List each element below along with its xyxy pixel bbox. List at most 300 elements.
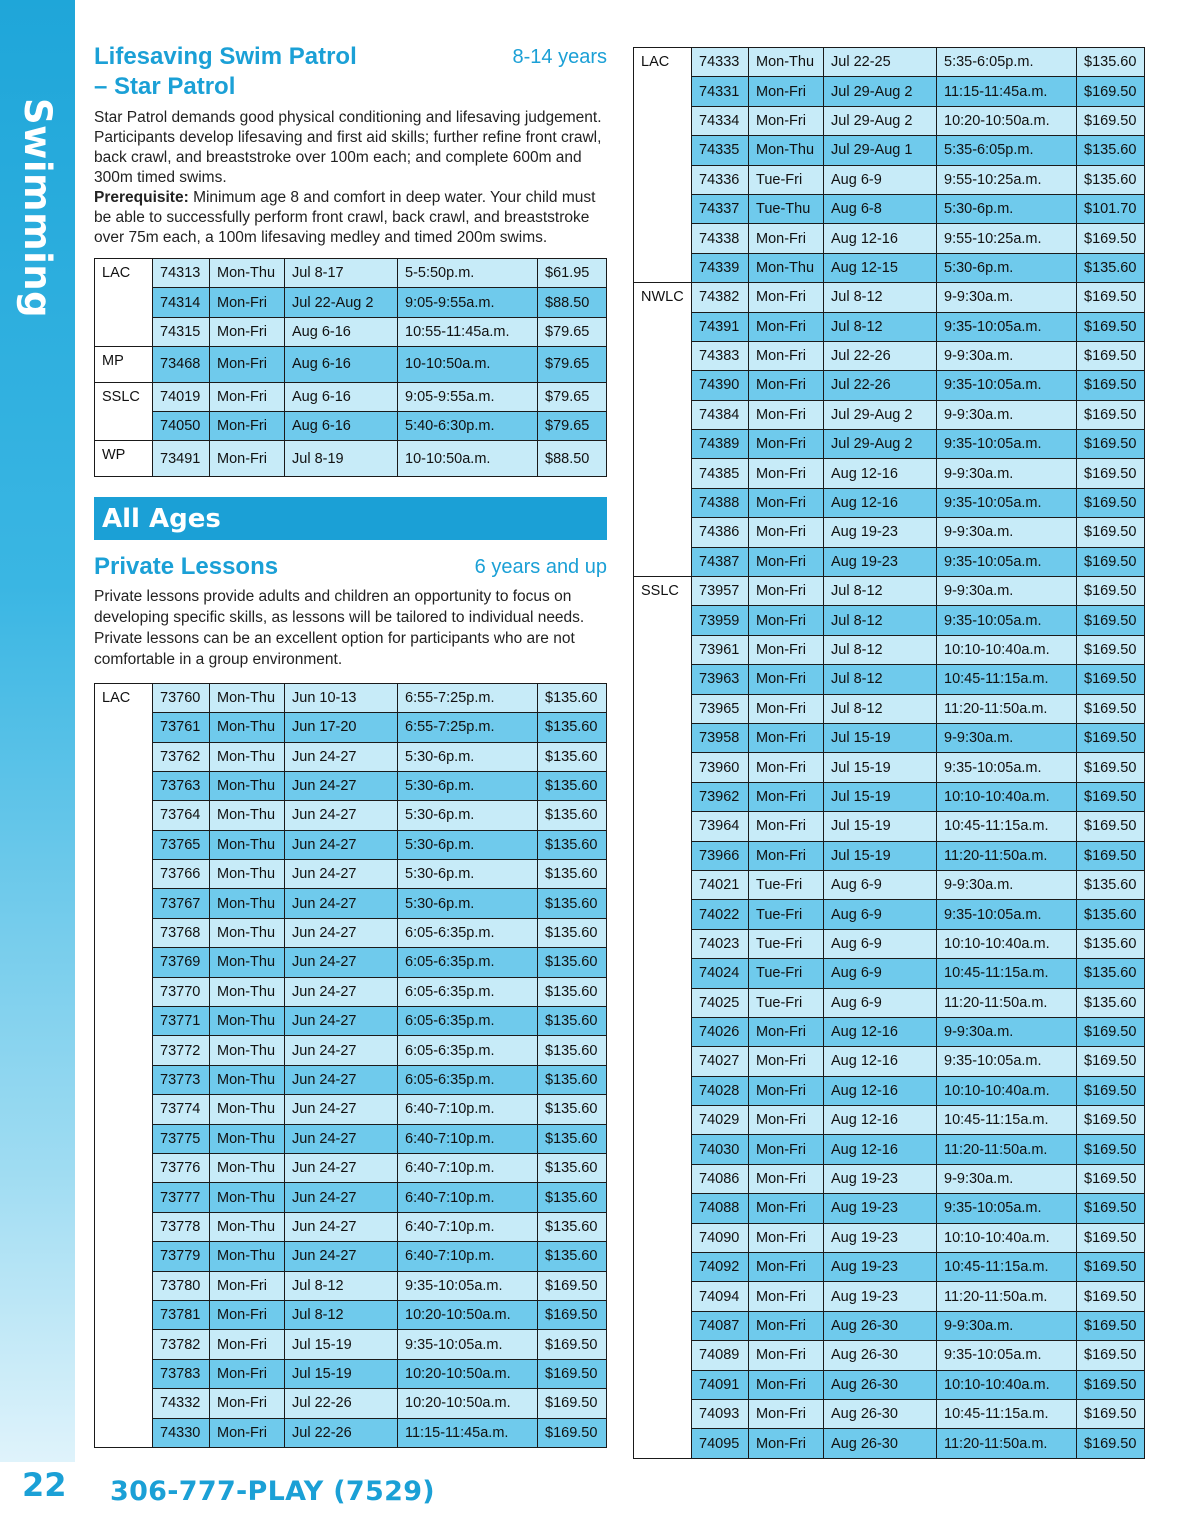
table-row bbox=[634, 1370, 1145, 1399]
course-code-cell: 73777 bbox=[153, 1183, 210, 1212]
course-code-cell: 74314 bbox=[153, 288, 210, 317]
prerequisite-label: Prerequisite: bbox=[94, 189, 189, 206]
location-cell: MP bbox=[95, 347, 153, 382]
table-row bbox=[634, 959, 1145, 988]
table-row bbox=[634, 1253, 1145, 1282]
table-row bbox=[95, 259, 607, 288]
dates-cell: Aug 12-16 bbox=[824, 1017, 937, 1046]
dates-cell: Jun 24-27 bbox=[285, 1183, 398, 1212]
course-code-cell: 74025 bbox=[692, 988, 749, 1017]
course-code-cell: 74330 bbox=[153, 1418, 210, 1447]
fee-cell: $169.50 bbox=[538, 1300, 607, 1329]
dates-cell: Aug 26-30 bbox=[824, 1399, 937, 1428]
fee-cell: $169.50 bbox=[1077, 224, 1145, 253]
table-row bbox=[634, 1164, 1145, 1193]
days-cell: Mon-Thu bbox=[210, 1065, 285, 1094]
days-cell: Mon-Fri bbox=[749, 341, 824, 370]
days-cell: Mon-Fri bbox=[210, 1359, 285, 1388]
course-code-cell: 73958 bbox=[692, 723, 749, 752]
course-code-cell: 74030 bbox=[692, 1135, 749, 1164]
dates-cell: Jul 29-Aug 2 bbox=[824, 77, 937, 106]
location-cell: WP bbox=[95, 441, 153, 476]
fee-cell: $169.50 bbox=[1077, 1017, 1145, 1046]
days-cell: Mon-Thu bbox=[210, 1007, 285, 1036]
location-cell: SSLC bbox=[634, 577, 692, 1459]
fee-cell: $135.60 bbox=[538, 1124, 607, 1153]
course-code-cell: 74027 bbox=[692, 1047, 749, 1076]
course-code-cell: 74385 bbox=[692, 459, 749, 488]
course-code-cell: 73966 bbox=[692, 841, 749, 870]
table-row bbox=[95, 1153, 607, 1182]
table-row bbox=[95, 860, 607, 889]
time-cell: 6:05-6:35p.m. bbox=[398, 1036, 538, 1065]
table-row bbox=[634, 988, 1145, 1017]
fee-cell: $169.50 bbox=[1077, 547, 1145, 576]
dates-cell: Jul 8-17 bbox=[285, 259, 398, 288]
fee-cell: $169.50 bbox=[1077, 812, 1145, 841]
days-cell: Mon-Thu bbox=[210, 1095, 285, 1124]
fee-cell: $135.60 bbox=[1077, 900, 1145, 929]
days-cell: Mon-Fri bbox=[749, 488, 824, 517]
time-cell: 5:30-6p.m. bbox=[398, 801, 538, 830]
time-cell: 10:55-11:45a.m. bbox=[398, 317, 538, 346]
fee-cell: $169.50 bbox=[1077, 1429, 1145, 1458]
time-cell: 5:30-6p.m. bbox=[398, 771, 538, 800]
time-cell: 11:20-11:50a.m. bbox=[937, 988, 1077, 1017]
days-cell: Mon-Fri bbox=[749, 812, 824, 841]
time-cell: 10:45-11:15a.m. bbox=[937, 665, 1077, 694]
section-side-title: Swimming bbox=[16, 98, 59, 319]
course-code-cell: 73468 bbox=[153, 347, 210, 382]
table-row bbox=[634, 371, 1145, 400]
fee-cell: $169.50 bbox=[1077, 841, 1145, 870]
table-row bbox=[634, 400, 1145, 429]
fee-cell: $135.60 bbox=[538, 860, 607, 889]
fee-cell: $135.60 bbox=[1077, 988, 1145, 1017]
dates-cell: Jul 29-Aug 1 bbox=[824, 136, 937, 165]
time-cell: 5:30-6p.m. bbox=[398, 889, 538, 918]
fee-cell: $135.60 bbox=[538, 918, 607, 947]
all-ages-banner: All Ages bbox=[94, 497, 607, 540]
table-row bbox=[634, 1076, 1145, 1105]
days-cell: Mon-Thu bbox=[210, 860, 285, 889]
time-cell: 5:40-6:30p.m. bbox=[398, 411, 538, 440]
course-code-cell: 73763 bbox=[153, 771, 210, 800]
dates-cell: Jul 8-12 bbox=[824, 635, 937, 664]
fee-cell: $79.65 bbox=[538, 347, 607, 382]
days-cell: Mon-Fri bbox=[749, 606, 824, 635]
dates-cell: Aug 19-23 bbox=[824, 1253, 937, 1282]
time-cell: 6:40-7:10p.m. bbox=[398, 1242, 538, 1271]
fee-cell: $135.60 bbox=[538, 889, 607, 918]
course-code-cell: 73783 bbox=[153, 1359, 210, 1388]
fee-cell: $169.50 bbox=[538, 1271, 607, 1300]
days-cell: Mon-Thu bbox=[210, 918, 285, 947]
course-code-cell: 73962 bbox=[692, 782, 749, 811]
days-cell: Tue-Fri bbox=[749, 900, 824, 929]
fee-cell: $169.50 bbox=[1077, 106, 1145, 135]
time-cell: 6:05-6:35p.m. bbox=[398, 918, 538, 947]
course-code-cell: 73760 bbox=[153, 683, 210, 712]
time-cell: 9-9:30a.m. bbox=[937, 518, 1077, 547]
private-lessons-continued-table bbox=[633, 47, 1145, 1459]
course-code-cell: 74050 bbox=[153, 411, 210, 440]
table-row bbox=[95, 1389, 607, 1418]
course-code-cell: 74339 bbox=[692, 253, 749, 282]
table-row bbox=[634, 812, 1145, 841]
time-cell: 10:10-10:40a.m. bbox=[937, 929, 1077, 958]
dates-cell: Aug 6-9 bbox=[824, 988, 937, 1017]
days-cell: Mon-Fri bbox=[749, 1429, 824, 1458]
days-cell: Mon-Fri bbox=[749, 1106, 824, 1135]
table-row bbox=[634, 1106, 1145, 1135]
private-lessons-header bbox=[94, 552, 607, 582]
days-cell: Mon-Fri bbox=[749, 283, 824, 312]
time-cell: 11:20-11:50a.m. bbox=[937, 694, 1077, 723]
time-cell: 9:35-10:05a.m. bbox=[937, 312, 1077, 341]
fee-cell: $135.60 bbox=[1077, 253, 1145, 282]
fee-cell: $169.50 bbox=[1077, 1253, 1145, 1282]
table-row bbox=[634, 518, 1145, 547]
days-cell: Mon-Fri bbox=[749, 694, 824, 723]
fee-cell: $135.60 bbox=[538, 1183, 607, 1212]
days-cell: Mon-Fri bbox=[749, 1311, 824, 1340]
days-cell: Mon-Thu bbox=[210, 1153, 285, 1182]
days-cell: Tue-Fri bbox=[749, 929, 824, 958]
course-code-cell: 73776 bbox=[153, 1153, 210, 1182]
dates-cell: Jun 24-27 bbox=[285, 1065, 398, 1094]
star-patrol-schedule-table bbox=[94, 258, 607, 477]
time-cell: 10:10-10:40a.m. bbox=[937, 782, 1077, 811]
fee-cell: $169.50 bbox=[1077, 488, 1145, 517]
dates-cell: Jul 8-12 bbox=[824, 283, 937, 312]
time-cell: 9:55-10:25a.m. bbox=[937, 224, 1077, 253]
fee-cell: $169.50 bbox=[1077, 694, 1145, 723]
fee-cell: $79.65 bbox=[538, 317, 607, 346]
course-code-cell: 74391 bbox=[692, 312, 749, 341]
fee-cell: $135.60 bbox=[1077, 929, 1145, 958]
table-row bbox=[95, 1065, 607, 1094]
course-code-cell: 73961 bbox=[692, 635, 749, 664]
course-code-cell: 74088 bbox=[692, 1194, 749, 1223]
table-row bbox=[634, 635, 1145, 664]
time-cell: 11:15-11:45a.m. bbox=[398, 1418, 538, 1447]
time-cell: 10:10-10:40a.m. bbox=[937, 1223, 1077, 1252]
fee-cell: $135.60 bbox=[538, 713, 607, 742]
time-cell: 6:40-7:10p.m. bbox=[398, 1095, 538, 1124]
course-code-cell: 73781 bbox=[153, 1300, 210, 1329]
days-cell: Mon-Fri bbox=[749, 1076, 824, 1105]
days-cell: Mon-Fri bbox=[749, 224, 824, 253]
fee-cell: $169.50 bbox=[1077, 371, 1145, 400]
star-patrol-title-line1: Lifesaving Swim Patrol bbox=[94, 43, 357, 70]
table-row bbox=[634, 547, 1145, 576]
time-cell: 10:45-11:15a.m. bbox=[937, 812, 1077, 841]
time-cell: 11:20-11:50a.m. bbox=[937, 1429, 1077, 1458]
time-cell: 10:20-10:50a.m. bbox=[398, 1300, 538, 1329]
course-code-cell: 74089 bbox=[692, 1341, 749, 1370]
time-cell: 10-10:50a.m. bbox=[398, 441, 538, 476]
course-code-cell: 73775 bbox=[153, 1124, 210, 1153]
dates-cell: Jul 15-19 bbox=[824, 753, 937, 782]
days-cell: Mon-Fri bbox=[749, 723, 824, 752]
course-code-cell: 74335 bbox=[692, 136, 749, 165]
time-cell: 10:45-11:15a.m. bbox=[937, 1106, 1077, 1135]
table-row bbox=[95, 948, 607, 977]
table-row bbox=[634, 723, 1145, 752]
days-cell: Mon-Fri bbox=[749, 841, 824, 870]
course-code-cell: 74092 bbox=[692, 1253, 749, 1282]
time-cell: 6:55-7:25p.m. bbox=[398, 683, 538, 712]
time-cell: 10:45-11:15a.m. bbox=[937, 959, 1077, 988]
time-cell: 6:40-7:10p.m. bbox=[398, 1183, 538, 1212]
time-cell: 11:15-11:45a.m. bbox=[937, 77, 1077, 106]
days-cell: Mon-Fri bbox=[749, 371, 824, 400]
table-row bbox=[634, 870, 1145, 899]
course-code-cell: 74383 bbox=[692, 341, 749, 370]
dates-cell: Jun 24-27 bbox=[285, 860, 398, 889]
days-cell: Mon-Thu bbox=[210, 259, 285, 288]
fee-cell: $169.50 bbox=[1077, 665, 1145, 694]
time-cell: 11:20-11:50a.m. bbox=[937, 841, 1077, 870]
table-row bbox=[95, 801, 607, 830]
time-cell: 10:45-11:15a.m. bbox=[937, 1253, 1077, 1282]
dates-cell: Jul 8-12 bbox=[824, 694, 937, 723]
page-number: 22 bbox=[22, 1466, 67, 1504]
private-lessons-schedule-table bbox=[94, 683, 607, 1448]
time-cell: 6:40-7:10p.m. bbox=[398, 1212, 538, 1241]
dates-cell: Jun 17-20 bbox=[285, 713, 398, 742]
table-row bbox=[95, 977, 607, 1006]
time-cell: 6:05-6:35p.m. bbox=[398, 1065, 538, 1094]
course-code-cell: 74095 bbox=[692, 1429, 749, 1458]
dates-cell: Jun 24-27 bbox=[285, 948, 398, 977]
table-row bbox=[634, 1017, 1145, 1046]
fee-cell: $169.50 bbox=[1077, 77, 1145, 106]
fee-cell: $135.60 bbox=[538, 948, 607, 977]
days-cell: Mon-Fri bbox=[210, 411, 285, 440]
course-code-cell: 73960 bbox=[692, 753, 749, 782]
time-cell: 5:35-6:05p.m. bbox=[937, 48, 1077, 77]
days-cell: Mon-Fri bbox=[749, 1135, 824, 1164]
table-row bbox=[634, 48, 1145, 77]
days-cell: Mon-Fri bbox=[210, 1389, 285, 1418]
time-cell: 9:35-10:05a.m. bbox=[937, 606, 1077, 635]
dates-cell: Jul 29-Aug 2 bbox=[824, 430, 937, 459]
dates-cell: Jul 22-26 bbox=[285, 1418, 398, 1447]
days-cell: Mon-Thu bbox=[210, 742, 285, 771]
days-cell: Mon-Fri bbox=[749, 547, 824, 576]
table-row bbox=[95, 1242, 607, 1271]
fee-cell: $169.50 bbox=[1077, 1311, 1145, 1340]
fee-cell: $169.50 bbox=[1077, 459, 1145, 488]
dates-cell: Jul 22-26 bbox=[824, 341, 937, 370]
dates-cell: Jun 24-27 bbox=[285, 742, 398, 771]
days-cell: Mon-Thu bbox=[210, 713, 285, 742]
star-patrol-header bbox=[94, 42, 607, 102]
time-cell: 9:35-10:05a.m. bbox=[937, 900, 1077, 929]
dates-cell: Aug 6-16 bbox=[285, 317, 398, 346]
time-cell: 9:05-9:55a.m. bbox=[398, 288, 538, 317]
table-row bbox=[634, 224, 1145, 253]
days-cell: Mon-Fri bbox=[749, 518, 824, 547]
course-code-cell: 73766 bbox=[153, 860, 210, 889]
fee-cell: $135.60 bbox=[538, 1007, 607, 1036]
days-cell: Mon-Thu bbox=[210, 1242, 285, 1271]
fee-cell: $135.60 bbox=[538, 977, 607, 1006]
fee-cell: $169.50 bbox=[1077, 606, 1145, 635]
fee-cell: $135.60 bbox=[1077, 959, 1145, 988]
days-cell: Mon-Thu bbox=[749, 48, 824, 77]
fee-cell: $88.50 bbox=[538, 288, 607, 317]
table-row bbox=[634, 577, 1145, 606]
fee-cell: $135.60 bbox=[1077, 165, 1145, 194]
days-cell: Mon-Fri bbox=[749, 312, 824, 341]
days-cell: Tue-Fri bbox=[749, 165, 824, 194]
time-cell: 9-9:30a.m. bbox=[937, 723, 1077, 752]
dates-cell: Jun 24-27 bbox=[285, 830, 398, 859]
days-cell: Mon-Thu bbox=[210, 1036, 285, 1065]
fee-cell: $135.60 bbox=[538, 1065, 607, 1094]
time-cell: 9:35-10:05a.m. bbox=[937, 1194, 1077, 1223]
dates-cell: Aug 26-30 bbox=[824, 1370, 937, 1399]
fee-cell: $169.50 bbox=[538, 1389, 607, 1418]
table-row bbox=[634, 1194, 1145, 1223]
table-row bbox=[95, 742, 607, 771]
dates-cell: Jun 24-27 bbox=[285, 1242, 398, 1271]
dates-cell: Jul 8-12 bbox=[285, 1300, 398, 1329]
days-cell: Mon-Fri bbox=[749, 577, 824, 606]
table-row bbox=[634, 900, 1145, 929]
course-code-cell: 73767 bbox=[153, 889, 210, 918]
time-cell: 9-9:30a.m. bbox=[937, 341, 1077, 370]
days-cell: Tue-Fri bbox=[749, 959, 824, 988]
table-row bbox=[95, 441, 607, 476]
course-code-cell: 74313 bbox=[153, 259, 210, 288]
fee-cell: $169.50 bbox=[1077, 1106, 1145, 1135]
table-row bbox=[95, 1183, 607, 1212]
course-code-cell: 74029 bbox=[692, 1106, 749, 1135]
time-cell: 9:35-10:05a.m. bbox=[398, 1330, 538, 1359]
table-row bbox=[95, 1300, 607, 1329]
dates-cell: Jul 8-12 bbox=[824, 606, 937, 635]
location-cell: LAC bbox=[634, 48, 692, 283]
time-cell: 5:30-6p.m. bbox=[398, 860, 538, 889]
fee-cell: $135.60 bbox=[1077, 136, 1145, 165]
private-lessons-title: Private Lessons bbox=[94, 552, 279, 580]
location-cell: LAC bbox=[95, 683, 153, 1447]
fee-cell: $169.50 bbox=[1077, 753, 1145, 782]
time-cell: 9:35-10:05a.m. bbox=[937, 1341, 1077, 1370]
dates-cell: Jul 22-26 bbox=[285, 1389, 398, 1418]
fee-cell: $169.50 bbox=[1077, 400, 1145, 429]
dates-cell: Jul 15-19 bbox=[285, 1330, 398, 1359]
fee-cell: $169.50 bbox=[1077, 577, 1145, 606]
fee-cell: $135.60 bbox=[538, 683, 607, 712]
table-row bbox=[634, 1341, 1145, 1370]
table-row bbox=[634, 1429, 1145, 1458]
days-cell: Mon-Fri bbox=[749, 1017, 824, 1046]
table-row bbox=[634, 283, 1145, 312]
fee-cell: $169.50 bbox=[1077, 1164, 1145, 1193]
time-cell: 5:35-6:05p.m. bbox=[937, 136, 1077, 165]
course-code-cell: 74384 bbox=[692, 400, 749, 429]
table-row bbox=[95, 771, 607, 800]
dates-cell: Jul 8-12 bbox=[824, 312, 937, 341]
table-row bbox=[95, 1095, 607, 1124]
table-row bbox=[95, 1036, 607, 1065]
dates-cell: Jun 24-27 bbox=[285, 889, 398, 918]
course-code-cell: 73762 bbox=[153, 742, 210, 771]
time-cell: 5:30-6p.m. bbox=[398, 742, 538, 771]
private-lessons-age: 6 years and up bbox=[474, 555, 607, 578]
time-cell: 9-9:30a.m. bbox=[937, 577, 1077, 606]
fee-cell: $169.50 bbox=[538, 1418, 607, 1447]
time-cell: 9:35-10:05a.m. bbox=[937, 1047, 1077, 1076]
table-row bbox=[634, 1223, 1145, 1252]
fee-cell: $101.70 bbox=[1077, 194, 1145, 223]
table-row bbox=[634, 136, 1145, 165]
table-row bbox=[634, 312, 1145, 341]
table-row bbox=[95, 1271, 607, 1300]
table-row bbox=[634, 430, 1145, 459]
days-cell: Mon-Fri bbox=[210, 288, 285, 317]
fee-cell: $135.60 bbox=[538, 771, 607, 800]
dates-cell: Aug 6-16 bbox=[285, 411, 398, 440]
course-code-cell: 74336 bbox=[692, 165, 749, 194]
course-code-cell: 73765 bbox=[153, 830, 210, 859]
time-cell: 9-9:30a.m. bbox=[937, 400, 1077, 429]
phone-number: 306-777-PLAY (7529) bbox=[110, 1476, 435, 1507]
course-code-cell: 74028 bbox=[692, 1076, 749, 1105]
fee-cell: $169.50 bbox=[1077, 1341, 1145, 1370]
days-cell: Mon-Fri bbox=[749, 400, 824, 429]
dates-cell: Aug 6-16 bbox=[285, 382, 398, 411]
course-code-cell: 73768 bbox=[153, 918, 210, 947]
dates-cell: Aug 12-16 bbox=[824, 1106, 937, 1135]
time-cell: 6:05-6:35p.m. bbox=[398, 948, 538, 977]
days-cell: Mon-Fri bbox=[749, 1253, 824, 1282]
location-cell: SSLC bbox=[95, 382, 153, 441]
table-row bbox=[95, 1330, 607, 1359]
dates-cell: Aug 12-15 bbox=[824, 253, 937, 282]
table-row bbox=[634, 106, 1145, 135]
table-row bbox=[95, 889, 607, 918]
dates-cell: Aug 12-16 bbox=[824, 1076, 937, 1105]
course-code-cell: 74386 bbox=[692, 518, 749, 547]
dates-cell: Jul 29-Aug 2 bbox=[824, 106, 937, 135]
dates-cell: Jun 24-27 bbox=[285, 1007, 398, 1036]
table-row bbox=[95, 1359, 607, 1388]
course-code-cell: 74019 bbox=[153, 382, 210, 411]
star-patrol-prerequisite bbox=[94, 188, 607, 248]
fee-cell: $169.50 bbox=[1077, 430, 1145, 459]
course-code-cell: 73780 bbox=[153, 1271, 210, 1300]
course-code-cell: 74334 bbox=[692, 106, 749, 135]
course-code-cell: 74388 bbox=[692, 488, 749, 517]
time-cell: 5-5:50p.m. bbox=[398, 259, 538, 288]
days-cell: Mon-Fri bbox=[749, 1282, 824, 1311]
course-code-cell: 74382 bbox=[692, 283, 749, 312]
days-cell: Mon-Thu bbox=[210, 801, 285, 830]
dates-cell: Aug 6-9 bbox=[824, 900, 937, 929]
fee-cell: $135.60 bbox=[1077, 48, 1145, 77]
fee-cell: $169.50 bbox=[1077, 1223, 1145, 1252]
dates-cell: Aug 19-23 bbox=[824, 518, 937, 547]
dates-cell: Aug 12-16 bbox=[824, 459, 937, 488]
fee-cell: $169.50 bbox=[1077, 518, 1145, 547]
days-cell: Mon-Thu bbox=[210, 948, 285, 977]
